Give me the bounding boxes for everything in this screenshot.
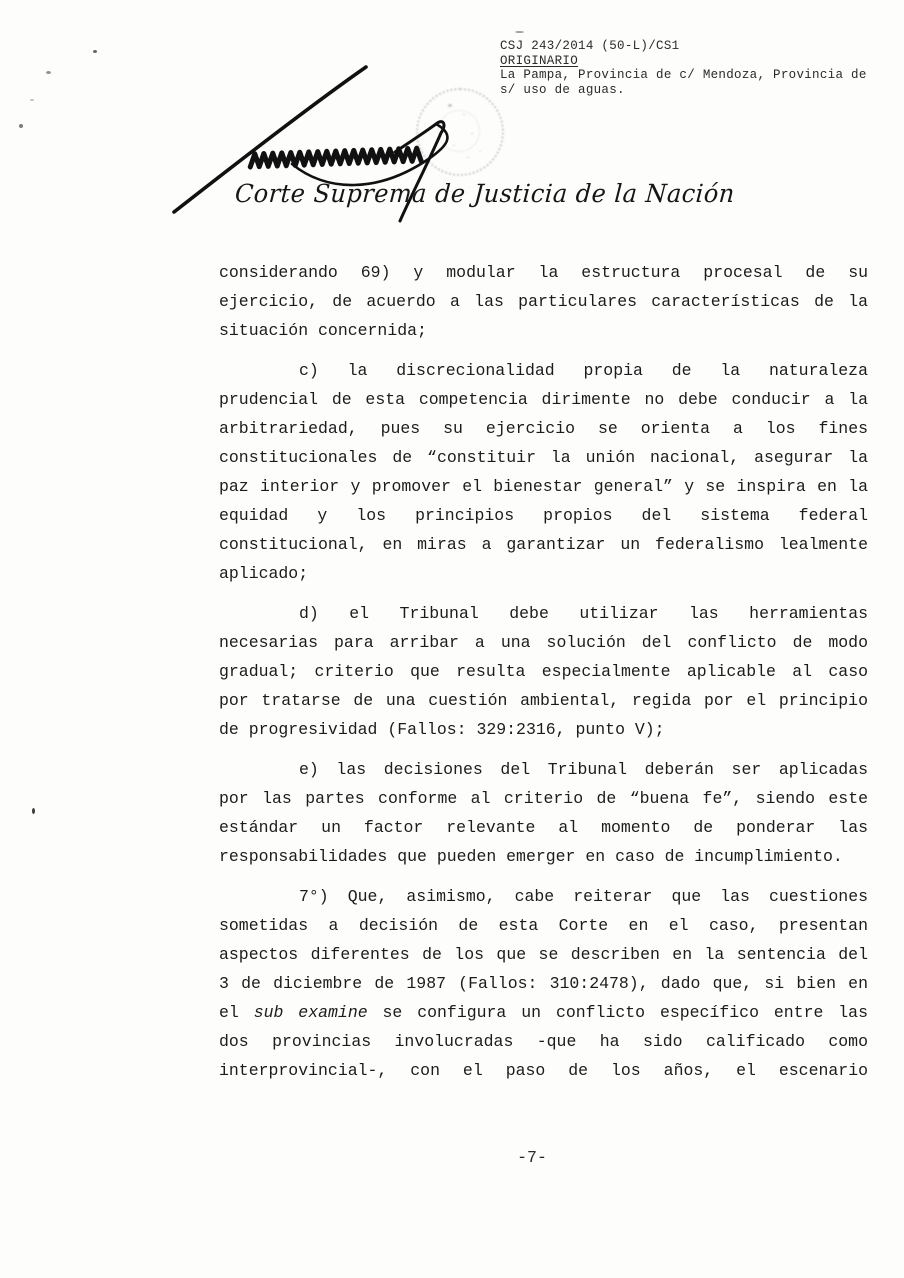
paragraph [219,258,868,345]
body-line: aspectos diferentes de los que se describen en la sentencia del [219,945,868,964]
ink-speck [93,50,97,53]
body-line: interprovincial-, con el paso de los años, el escenario [219,1061,868,1080]
case-number: CSJ 243/2014 (50-L)/CS1 [500,39,680,53]
body-line: paz interior y promover el bienestar general” y se inspira en la [219,477,868,496]
body-line: e) las decisiones del Tribunal deberán ser aplicadas [299,760,868,779]
page-number: -7- [517,1148,547,1167]
body-line: constitucional, en miras a garantizar un federalismo lealmente [219,535,868,554]
body-line: por las partes conforme al criterio de “buena fe”, siendo este [219,789,868,808]
body-line: arbitrariedad, pues su ejercicio se orienta a los fines [219,419,868,438]
ink-speck [46,71,51,74]
body-line: sometidas a decisión de esta Corte en el caso, presentan [219,916,868,935]
body-line: constitucionales de “constituir la unión nacional, asegurar la [219,448,868,467]
paragraph [219,882,868,1085]
body-line: necesarias para arribar a una solución del conflicto de modo [219,633,868,652]
body-line: aplicado; [219,564,309,583]
body-line: d) el Tribunal debe utilizar las herramientas [299,604,868,623]
case-parties-line2: s/ uso de aguas. [500,82,625,97]
body-line: de progresividad (Fallos: 329:2316, punto V); [219,720,665,739]
case-type-label: ORIGINARIO [500,53,579,68]
ink-speck [515,31,524,33]
body-line: gradual; criterio que resulta especialmente aplicable al caso [219,662,868,681]
body-line: 3 de diciembre de 1987 (Fallos: 310:2478), dado que, si bien en [219,974,868,993]
body-line: 7°) Que, asimismo, cabe reiterar que las cuestiones [299,887,868,906]
document-body [219,258,868,1085]
paragraph [219,599,868,744]
body-line: ejercicio, de acuerdo a las particulares características de la [219,292,868,311]
ink-speck [19,124,23,128]
body-line: c) la discrecionalidad propia de la naturaleza [299,361,868,380]
paragraph [219,755,868,871]
case-parties-line1: La Pampa, Provincia de c/ Mendoza, Provincia de [500,68,867,83]
ink-speck [30,99,34,101]
body-line: estándar un factor relevante al momento de ponderar las [219,818,868,837]
body-line: el sub examine se configura un conflicto específico entre las [219,1003,868,1022]
paragraph [219,356,868,588]
ink-speck [32,808,35,814]
body-line: equidad y los principios propios del sistema federal [219,506,868,525]
body-line: dos provincias involucradas -que ha sido calificado como [219,1032,868,1051]
body-line: responsabilidades que pueden emerger en caso de incumplimiento. [219,847,843,866]
body-line: prudencial de esta competencia dirimente no debe conducir a la [219,390,868,409]
body-line: por tratarse de una cuestión ambiental, regida por el principio [219,691,868,710]
body-line: situación concernida; [219,321,427,340]
letterhead-title: Corte Suprema de Justicia de la Nación [234,179,736,208]
case-caption [500,39,867,97]
body-line: considerando 69) y modular la estructura procesal de su [219,263,868,282]
